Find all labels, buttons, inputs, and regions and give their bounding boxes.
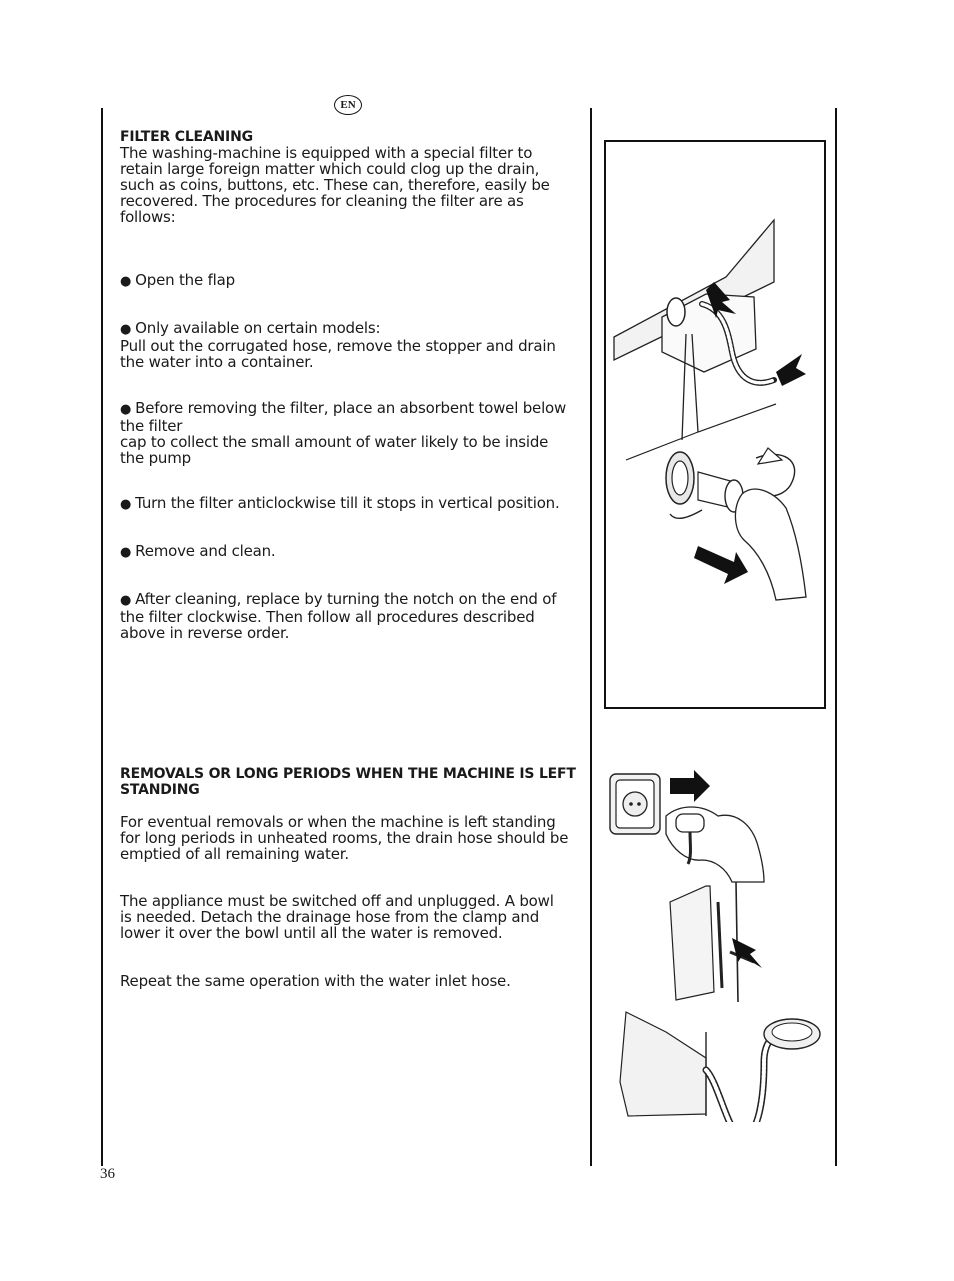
left-margin-rule: [101, 108, 103, 1166]
step-drain-hose: ● Only available on certain models: Pull out the corrugated hose, remove the stopper and drain the water into a container.: [120, 320, 578, 370]
unplug-illustration: [606, 764, 776, 884]
step-place-towel: ● Before removing the filter, place an absorbent towel below the filter cap to collect the small amount of water likely to be inside the pump: [120, 400, 578, 466]
right-margin-rule: [835, 108, 837, 1166]
removals-title: REMOVALS OR LONG PERIODS WHEN THE MACHINE IS LEFT STANDING: [120, 766, 576, 798]
filter-intro-paragraph: The washing-machine is equipped with a special filter to retain large foreign matter which could clog up the drain, such as coins, buttons, etc. These can, therefore, easily be recovered. The procedures for cleaning the filter are as follows:: [120, 144, 550, 226]
removals-paragraph-1: For eventual removals or when the machine is left standing for long periods in unheated rooms, the drain hose should be emptied of all remaining water.: [120, 813, 569, 863]
filter-cleaning-title: FILTER CLEANING: [120, 129, 253, 145]
drain-hose-illustration: [606, 882, 826, 1122]
removals-paragraph-2: The appliance must be switched off and unplugged. A bowl is needed. Detach the drainage hose from the clamp and lower it over the bowl until all the water is removed.: [120, 892, 554, 942]
language-badge: EN: [334, 95, 362, 115]
step-replace-filter: ● After cleaning, replace by turning the notch on the end of the filter clockwise. Then follow all procedures described above in reverse order.: [120, 591, 578, 641]
filter-cleaning-illustration: [606, 142, 822, 704]
page-number: 36: [100, 1166, 115, 1182]
removals-paragraph-3: Repeat the same operation with the water inlet hose.: [120, 972, 511, 990]
step-open-flap: ● Open the flap: [120, 272, 578, 290]
step-turn-filter: ● Turn the filter anticlockwise till it stops in vertical position.: [120, 495, 578, 513]
step-remove-clean: ● Remove and clean.: [120, 543, 578, 561]
column-divider-rule: [590, 108, 592, 1166]
